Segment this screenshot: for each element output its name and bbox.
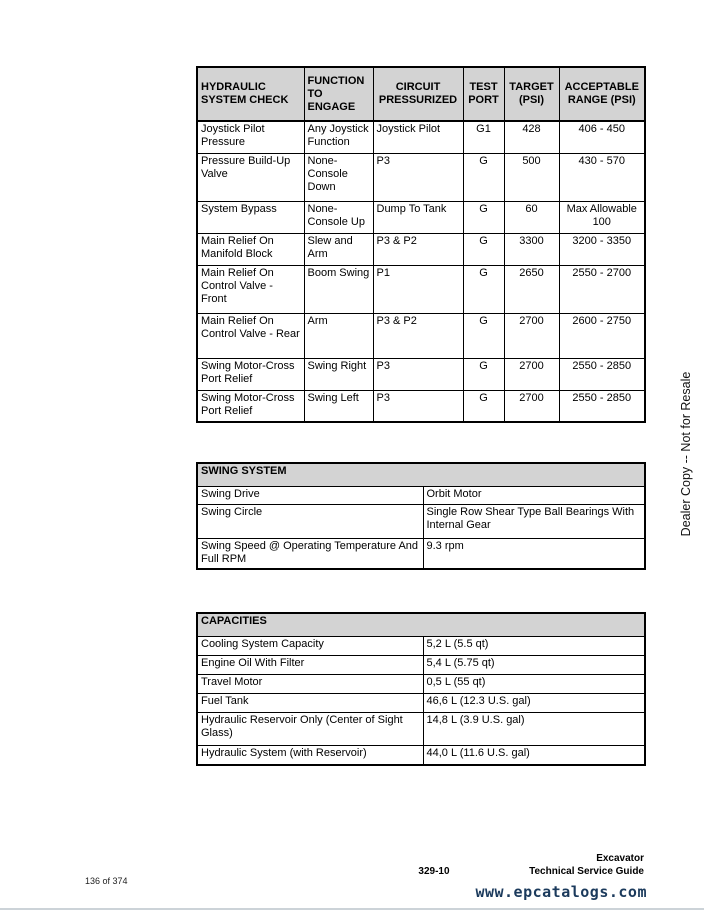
header-row (197, 67, 645, 121)
table-cell: 9.3 rpm (423, 539, 645, 569)
page-indicator: 136 of 374 (85, 876, 128, 886)
table-cell: G (463, 265, 504, 313)
table-cell: G1 (463, 121, 504, 153)
table-cell: Dump To Tank (373, 201, 463, 233)
table-row (197, 313, 645, 358)
table-cell: Engine Oil With Filter (197, 656, 423, 675)
column-header-test-port: TEST PORT (463, 67, 504, 121)
table-cell: 44,0 L (11.6 U.S. gal) (423, 746, 645, 765)
table-cell: G (463, 233, 504, 265)
table-cell: Swing Drive (197, 487, 423, 505)
table-cell: Main Relief On Control Valve - Rear (197, 313, 304, 358)
dealer-copy-watermark: Dealer Copy -- Not for Resale (679, 371, 693, 537)
table-cell: Travel Motor (197, 675, 423, 694)
table-cell: 2600 - 2750 (559, 313, 645, 358)
table-cell: Swing Motor-Cross Port Relief (197, 390, 304, 422)
table-cell: 2550 - 2700 (559, 265, 645, 313)
table-row (197, 358, 645, 390)
table-row (197, 153, 645, 201)
table-row (197, 265, 645, 313)
table-cell: Boom Swing (304, 265, 373, 313)
column-header-acceptable-range-psi: ACCEPTABLE RANGE (PSI) (559, 67, 645, 121)
table-row (197, 505, 645, 539)
table-cell: None-Console Up (304, 201, 373, 233)
table-cell: Main Relief On Control Valve - Front (197, 265, 304, 313)
table-cell: 14,8 L (3.9 U.S. gal) (423, 713, 645, 746)
column-header-hydraulic-system-check: HYDRAULIC SYSTEM CHECK (197, 67, 304, 121)
table-cell: 2700 (504, 358, 559, 390)
table-row (197, 656, 645, 675)
table-cell: Swing Speed @ Operating Temperature And Full RPM (197, 539, 423, 569)
table-cell: 5,4 L (5.75 qt) (423, 656, 645, 675)
table-cell: P3 & P2 (373, 313, 463, 358)
table-cell: P3 (373, 390, 463, 422)
table-cell: 2650 (504, 265, 559, 313)
table-cell: Swing Left (304, 390, 373, 422)
table-cell: 46,6 L (12.3 U.S. gal) (423, 694, 645, 713)
table-cell: 3300 (504, 233, 559, 265)
table-cell: 0,5 L (55 qt) (423, 675, 645, 694)
table-cell: G (463, 153, 504, 201)
table-cell: G (463, 358, 504, 390)
table-cell: Hydraulic Reservoir Only (Center of Sight Glass) (197, 713, 423, 746)
table-cell: Cooling System Capacity (197, 637, 423, 656)
table-cell: 2550 - 2850 (559, 358, 645, 390)
table-cell: Pressure Build-Up Valve (197, 153, 304, 201)
table-cell: 3200 - 3350 (559, 233, 645, 265)
table-cell: G (463, 201, 504, 233)
table-row (197, 390, 645, 422)
swing-system-table-title: SWING SYSTEM (197, 463, 645, 487)
table-row (197, 746, 645, 765)
table-cell: Max Allowable 100 (559, 201, 645, 233)
page-bottom-divider (0, 908, 704, 910)
table-cell: Swing Right (304, 358, 373, 390)
table-row (197, 121, 645, 153)
table-cell: P3 (373, 358, 463, 390)
table-row (197, 713, 645, 746)
table-row (197, 487, 645, 505)
table-cell: 60 (504, 201, 559, 233)
doc-title-line2: Technical Service Guide (529, 866, 644, 877)
capacities-table-title: CAPACITIES (197, 613, 645, 637)
table-cell: P1 (373, 265, 463, 313)
table-cell: Swing Circle (197, 505, 423, 539)
table-cell: Main Relief On Manifold Block (197, 233, 304, 265)
table-cell: 2700 (504, 313, 559, 358)
table-cell: Joystick Pilot Pressure (197, 121, 304, 153)
table-cell: 5,2 L (5.5 qt) (423, 637, 645, 656)
document-title (529, 852, 644, 878)
table-cell: G (463, 390, 504, 422)
header-row (197, 463, 645, 487)
table-cell: 430 - 570 (559, 153, 645, 201)
table-cell: Slew and Arm (304, 233, 373, 265)
table-cell: Hydraulic System (with Reservoir) (197, 746, 423, 765)
table-cell: Single Row Shear Type Ball Bearings With Internal Gear (423, 505, 645, 539)
swing-system-table (196, 462, 646, 570)
table-row (197, 637, 645, 656)
table-cell: 428 (504, 121, 559, 153)
table-cell: Any Joystick Function (304, 121, 373, 153)
website-link[interactable]: www.epcatalogs.com (475, 883, 647, 901)
table-cell: None-Console Down (304, 153, 373, 201)
table-cell: 500 (504, 153, 559, 201)
table-row (197, 201, 645, 233)
hydraulic-system-check-table (196, 66, 646, 423)
column-header-function-to-engage: FUNCTION TO ENGAGE (304, 67, 373, 121)
table-row (197, 233, 645, 265)
table-cell: Fuel Tank (197, 694, 423, 713)
doc-title-line1: Excavator (596, 853, 644, 864)
header-row (197, 613, 645, 637)
table-cell: Swing Motor-Cross Port Relief (197, 358, 304, 390)
table-cell: Orbit Motor (423, 487, 645, 505)
column-header-target-psi: TARGET (PSI) (504, 67, 559, 121)
table-row (197, 694, 645, 713)
section-page-number: 329-10 (418, 866, 450, 877)
table-cell: P3 & P2 (373, 233, 463, 265)
table-row (197, 675, 645, 694)
column-header-circuit-pressurized: CIRCUIT PRESSURIZED (373, 67, 463, 121)
table-cell: Joystick Pilot (373, 121, 463, 153)
table-cell: Arm (304, 313, 373, 358)
table-cell: 2550 - 2850 (559, 390, 645, 422)
table-cell: P3 (373, 153, 463, 201)
table-cell: G (463, 313, 504, 358)
table-row (197, 539, 645, 569)
table-cell: System Bypass (197, 201, 304, 233)
table-cell: 2700 (504, 390, 559, 422)
table-cell: 406 - 450 (559, 121, 645, 153)
capacities-table (196, 612, 646, 766)
